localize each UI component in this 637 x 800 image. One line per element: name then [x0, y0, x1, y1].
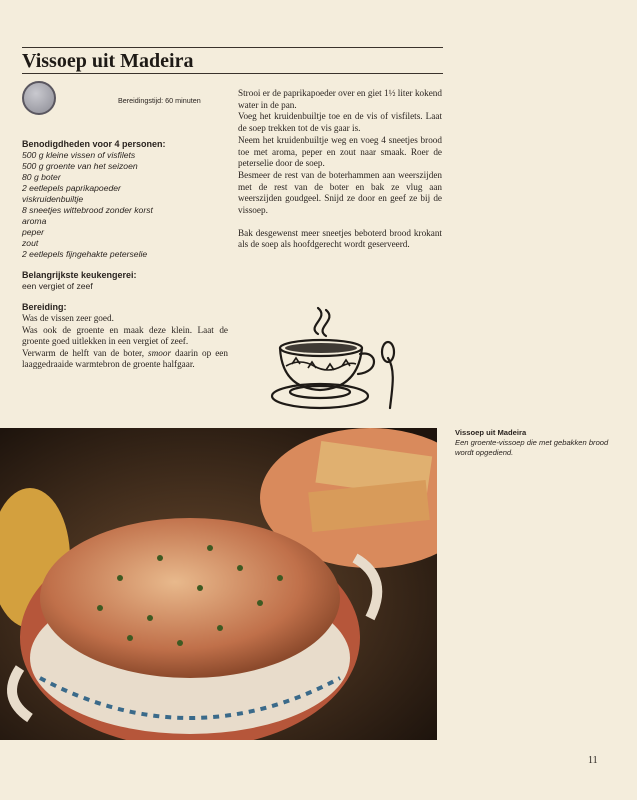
serving-tip: Bak desgewenst meer sneetjes beboterd brood krokant als de soep als hoofdgerecht wordt geserveerd.: [238, 227, 442, 250]
method-header: Bereiding:: [22, 302, 67, 312]
method-step: Was de vissen zeer goed.: [22, 313, 114, 323]
method-paragraph: Neem het kruidenbuiltje weg en voeg 4 sneetjes brood toe met aroma, peper en zout naar smaak. Roer de peterselie door de soep.: [238, 134, 442, 169]
left-column: [22, 139, 228, 371]
top-rule: [22, 47, 443, 48]
method-step-start: Verwarm de helft van de boter,: [22, 347, 149, 358]
difficulty-badge-icon: [22, 81, 56, 115]
ingredient-item: 500 g groente van het seizoen: [22, 161, 138, 171]
method-paragraph: Besmeer de rest van de boterhammen aan weerszijden met de rest van de boter en bak ze vlug aan weerszijden goudgeel. Snijd ze door en geef ze bij de vissoep.: [238, 169, 442, 216]
page-number: 11: [588, 755, 598, 766]
method-step: Was ook de groente en maak deze klein. Laat de groente goed uitlekken in een vergiet of zeef.: [22, 324, 228, 346]
caption-title: Vissoep uit Madeira: [455, 428, 527, 437]
tools-text: een vergiet of zeef: [22, 281, 93, 291]
tools-header: Belangrijkste keukengerei:: [22, 270, 137, 280]
prep-time: Bereidingstijd: 60 minuten: [118, 96, 201, 105]
caption-text: Een groente-vissoep die met gebakken brood wordt opgediend.: [455, 438, 609, 457]
ingredient-item: zout: [22, 238, 39, 248]
page-title: Vissoep uit Madeira: [22, 50, 194, 72]
method-step-end: daarin op een laaggedraaide warmtebron de groente halfgaar.: [22, 347, 228, 369]
ingredient-item: 2 eetlepels paprikapoeder: [22, 183, 121, 193]
ingredient-item: 500 g kleine vissen of visfilets: [22, 150, 136, 160]
smoor-term: smoor: [148, 347, 172, 358]
right-column: [238, 88, 442, 251]
ingredient-item: peper: [22, 227, 44, 237]
dish-photo: [0, 428, 437, 740]
ingredient-item: 8 sneetjes wittebrood zonder korst: [22, 205, 153, 215]
soup-cup-illustration-icon: [270, 300, 410, 415]
ingredient-item: 2 eetlepels fijngehakte peterselie: [22, 249, 148, 259]
method-paragraph: Strooi er de paprikapoeder over en giet 1½ liter kokend water in de pan.: [238, 88, 442, 110]
method-step: [22, 348, 228, 371]
title-underline: [22, 73, 443, 74]
method-paragraph: Voeg het kruidenbuiltje toe en de vis of visfilets. Laat de soep trekken tot de vis gaar is.: [238, 111, 442, 134]
ingredients-header: Benodigdheden voor 4 personen:: [22, 139, 166, 149]
ingredient-item: viskruidenbuiltje: [22, 194, 84, 204]
photo-caption: [455, 428, 625, 458]
ingredient-item: 80 g boter: [22, 172, 61, 182]
ingredient-item: aroma: [22, 216, 47, 226]
